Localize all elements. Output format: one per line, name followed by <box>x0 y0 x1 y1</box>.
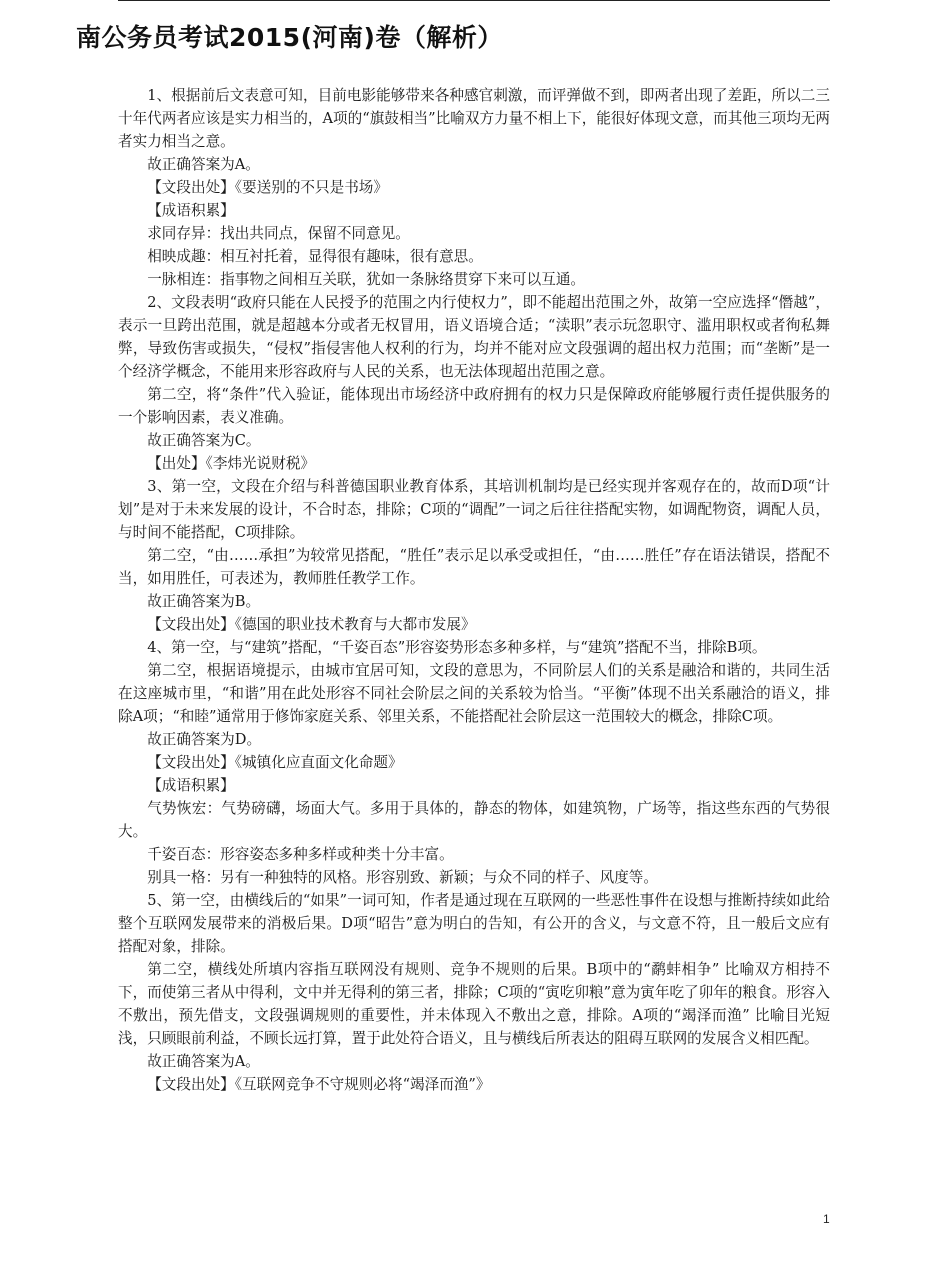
paragraph: 【出处】《李炜光说财税》 <box>147 455 316 472</box>
paragraph: 故正确答案为A。 <box>147 156 260 173</box>
paragraph: 相映成趣：相互衬托着，显得很有趣味，很有意思。 <box>147 248 483 265</box>
paragraph: 3、第一空，文段在介绍与科普德国职业教育体系，其培训机制均是已经实现并客观存在的，故而D项“计划”是对于未来发展的设计，不合时态，排除；C项的“调配”一词之后往往搭配实物，如调配物资，调配人员，与时间不能搭配，C项排除。 <box>118 478 830 541</box>
paragraph: 一脉相连：指事物之间相互关联，犹如一条脉络贯穿下来可以互通。 <box>147 271 586 288</box>
paragraph: 第二空，“由……承担”为较常见搭配，“胜任”表示足以承受或担任，“由……胜任”存在语法错误，搭配不当，如用胜任，可表述为，教师胜任教学工作。 <box>118 547 830 587</box>
header-rule <box>118 0 830 1</box>
paragraph: 【文段出处】《要送别的不只是书场》 <box>147 179 388 196</box>
paragraph: 5、第一空，由横线后的“如果”一词可知，作者是通过现在互联网的一些恶性事件在设想与推断持续如此给整个互联网发展带来的消极后果。D项“昭告”意为明白的告知，有公开的含义，与文意不符，且一般后文应有搭配对象，排除。 <box>118 892 830 955</box>
paragraph: 第二空，将“条件”代入验证，能体现出市场经济中政府拥有的权力只是保障政府能够履行责任提供服务的一个影响因素，表义准确。 <box>118 386 830 426</box>
paragraph: 2、文段表明“政府只能在人民授予的范围之内行使权力”，即不能超出范围之外，故第一空应选择“僭越”，表示一旦跨出范围，就是超越本分或者无权冒用，语义语境合适；“渎职”表示玩忽职守、滥用职权或者徇私舞弊，导致伤害或损失，“侵权”指侵害他人权利的行为，均并不能对应文段强调的超出权力范围；而“垄断”是一个经济学概念，不能用来形容政府与人民的关系，也无法体现超出范围之意。 <box>118 294 830 380</box>
paragraph: 千姿百态：形容姿态多种多样或种类十分丰富。 <box>147 846 454 863</box>
paragraph: 第二空，根据语境提示，由城市宜居可知，文段的意思为，不同阶层人们的关系是融洽和谐的，共同生活在这座城市里，“和谐”用在此处形容不同社会阶层之间的关系较为恰当。“平衡”体现不出关系融洽的语义，排除A项；“和睦”通常用于修饰家庭关系、邻里关系，不能搭配社会阶层这一范围较大的概念，排除C项。 <box>118 662 830 725</box>
paragraph: 【成语积累】 <box>147 202 235 219</box>
paragraph: 1、根据前后文表意可知，目前电影能够带来各种感官刺激，而评弹做不到，即两者出现了差距，所以二三十年代两者应该是实力相当的，A项的“旗鼓相当”比喻双方力量不相上下，能很好体现文意，而其他三项均无两者实力相当之意。 <box>118 87 830 150</box>
paragraph: 故正确答案为B。 <box>147 593 261 610</box>
paragraph: 【文段出处】《德国的职业技术教育与大都市发展》 <box>147 616 476 633</box>
paragraph: 故正确答案为A。 <box>147 1053 260 1070</box>
paragraph: 第二空，横线处所填内容指互联网没有规则、竞争不规则的后果。B项中的“鹬蚌相争” 比喻双方相持不下，而使第三者从中得利，文中并无得利的第三者，排除；C项的“寅吃卯粮”意为寅年吃了卯年的粮食。形容入不敷出，预先借支，文段强调规则的重要性，并未体现入不敷出之意，排除。A项的“竭泽而渔” 比喻目光短浅，只顾眼前利益，不顾长远打算，置于此处符合语义，且与横线后所表达的阻碍互联网的发展含义相匹配。 <box>118 961 830 1047</box>
paragraph: 气势恢宏：气势磅礴，场面大气。多用于具体的，静态的物体，如建筑物，广场等，指这些东西的气势很大。 <box>118 800 830 840</box>
paragraph: 【文段出处】《互联网竞争不守规则必将“竭泽而渔”》 <box>147 1076 491 1093</box>
paragraph: 故正确答案为D。 <box>147 731 262 748</box>
paragraph: 故正确答案为C。 <box>147 432 261 449</box>
paragraph: 【成语积累】 <box>147 777 235 794</box>
paragraph: 求同存异：找出共同点，保留不同意见。 <box>147 225 410 242</box>
page-title: 南公务员考试2015(河南)卷（解析） <box>76 23 503 52</box>
paragraph: 【文段出处】《城镇化应直面文化命题》 <box>147 754 403 771</box>
page-number: 1 <box>823 1212 830 1226</box>
paragraph: 别具一格：另有一种独特的风格。形容别致、新颖；与众不同的样子、风度等。 <box>147 869 658 886</box>
paragraph: 4、第一空，与“建筑”搭配，“千姿百态”形容姿势形态多种多样，与“建筑”搭配不当，排除B项。 <box>147 639 767 656</box>
document-body <box>118 84 830 1096</box>
